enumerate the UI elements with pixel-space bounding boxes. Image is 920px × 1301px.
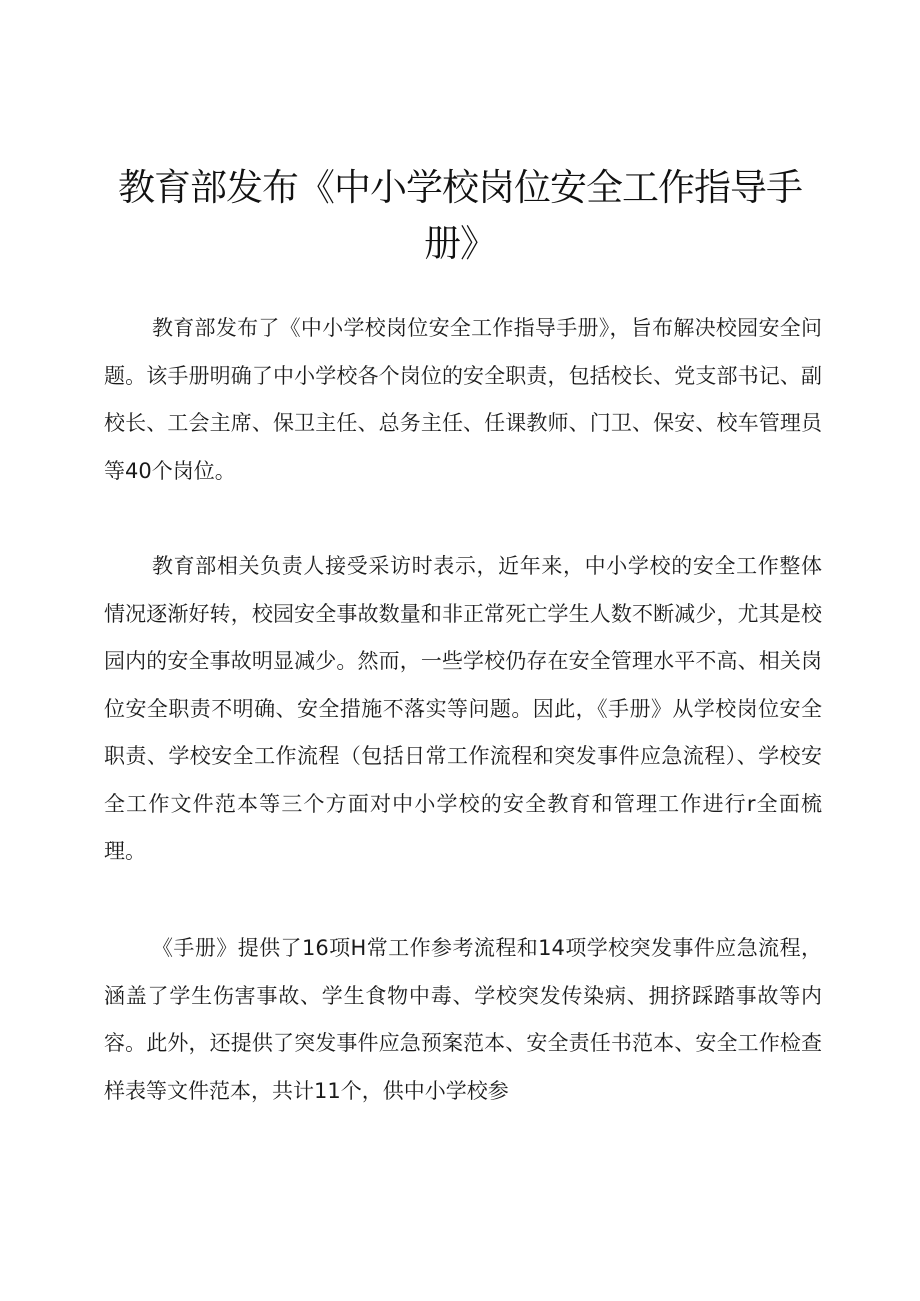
document-title: 教育部发布《中小学校岗位安全工作指导手册》 [118, 166, 802, 265]
paragraph-3: 《手册》提供了16项H常工作参考流程和14项学校突发事件应急流程，涵盖了学生伤害事故、学生食物中毒、学校突发传染病、拥挤踩踏事故等内容。此外，还提供了突发事件应急预案范本、安全责任书范本、安全工作检查样表等文件范本，共计11个，供中小学校参 [104, 936, 822, 1103]
paragraph-2: 教育部相关负责人接受采访时表示，近年来，中小学校的安全工作整体情况逐渐好转，校园安全事故数量和非正常死亡学生人数不断减少，尤其是校园内的安全事故明显减少。然而，一些学校仍存在安全管理水平不高、相关岗位安全职责不明确、安全措施不落实等问题。因此，《手册》从学校岗位安全职责、学校安全工作流程（包括日常工作流程和突发事件应急流程）、学校安全工作文件范本等三个方面对中小学校的安全教育和管理工作进行r全面梳理。 [104, 554, 822, 863]
paragraph-1: 教育部发布了《中小学校岗位安全工作指导手册》，旨布解决校园安全问题。该手册明确了中小学校各个岗位的安全职责，包括校长、党支部书记、副校长、工会主席、保卫主任、总务主任、任课教师、门卫、保安、校车管理员等40个岗位。 [104, 316, 822, 483]
